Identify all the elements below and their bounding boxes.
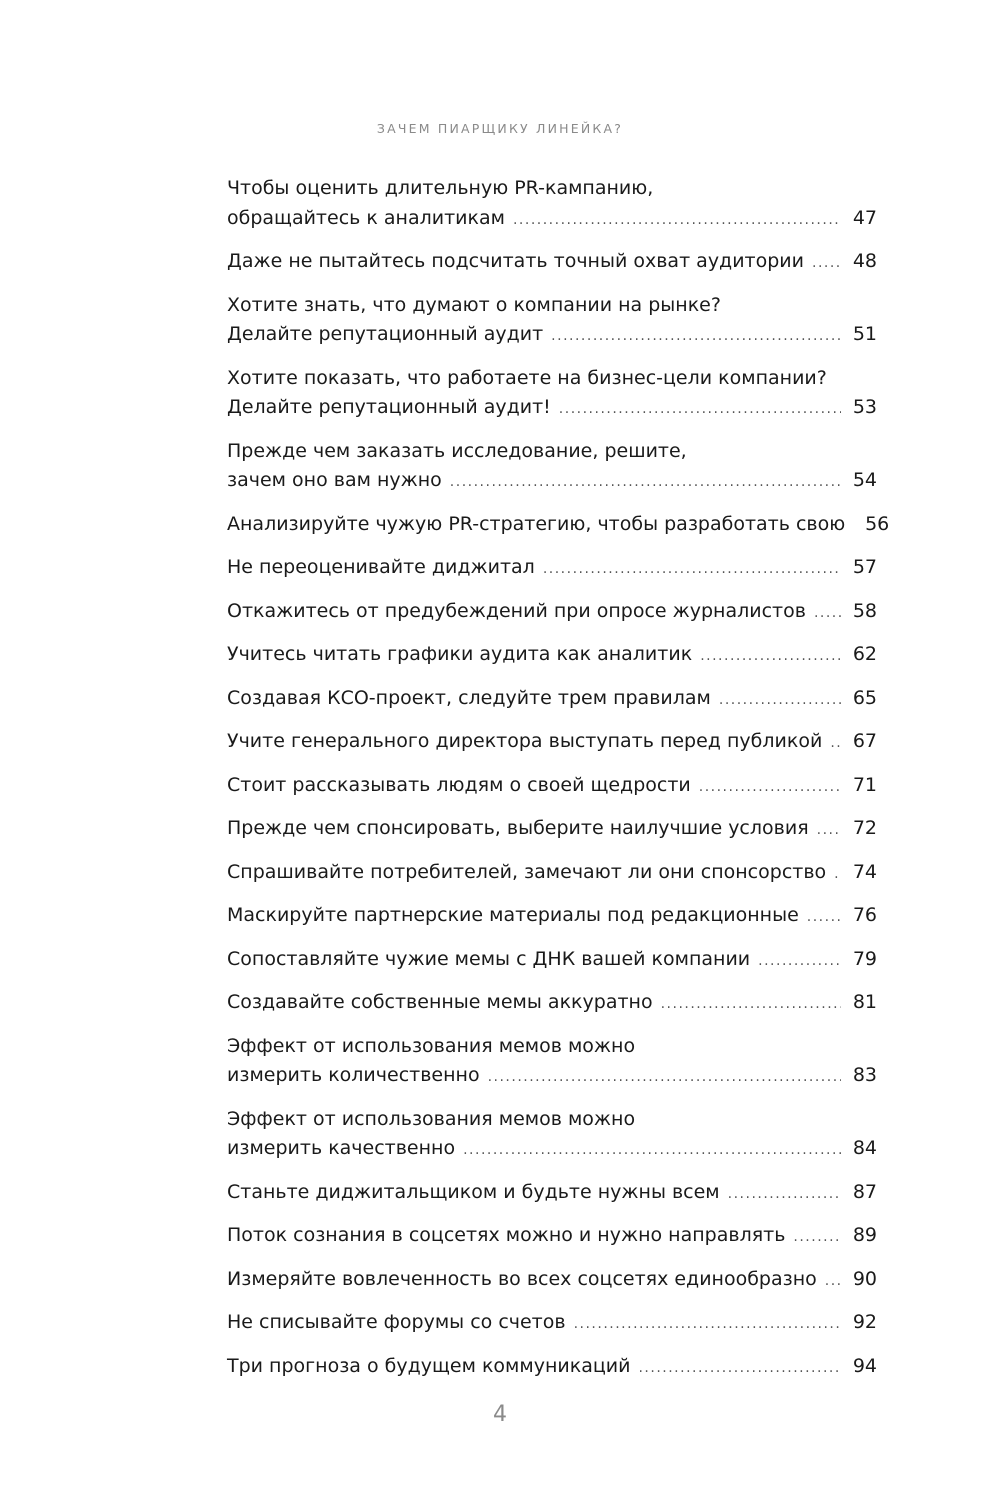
- toc-entry[interactable]: [227, 858, 877, 890]
- toc-entry[interactable]: [227, 597, 877, 629]
- toc-entry-line: [227, 553, 877, 585]
- toc-entry-line: [227, 466, 877, 498]
- toc-entry-title: обращайтесь к аналитикам: [227, 206, 505, 229]
- toc-entry[interactable]: [227, 1105, 877, 1166]
- toc-entry-line: [227, 1178, 877, 1210]
- toc-entry-page: 58: [852, 599, 877, 622]
- dot-leader: [559, 395, 841, 425]
- toc-entry-title: Делайте репутационный аудит: [227, 323, 544, 345]
- toc-entry-title: Станьте диджитальщиком и будьте нужны всем: [227, 1180, 720, 1203]
- dot-leader: [574, 1310, 841, 1340]
- toc-entry-title: Хотите показать, что работаете на бизнес-цели компании?: [227, 366, 827, 389]
- toc-entry-page: 71: [852, 773, 877, 796]
- toc-entry-line: [227, 510, 890, 542]
- dot-leader: [463, 1136, 841, 1166]
- dot-leader: [488, 1063, 841, 1093]
- dot-leader: [814, 599, 841, 629]
- toc-entry[interactable]: [227, 1352, 877, 1384]
- toc-entry-page: 87: [852, 1180, 877, 1203]
- toc-entry-page: 57: [852, 556, 877, 578]
- toc-entry-title: Эффект от использования мемов можно: [227, 1034, 636, 1057]
- dot-leader: [834, 860, 841, 890]
- toc-entry-title: Учитесь читать графики аудита как аналитик: [227, 643, 693, 665]
- toc-entry-line: [227, 437, 877, 467]
- toc-entry-title: Три прогноза о будущем коммуникаций: [227, 1354, 631, 1377]
- toc-entry-title: Стоит рассказывать людям о своей щедрости: [227, 773, 691, 796]
- toc-entry-line: [227, 1032, 877, 1062]
- toc-entry-line: [227, 945, 877, 977]
- dot-leader: [661, 990, 841, 1020]
- toc-entry-line: [227, 814, 877, 846]
- toc-entry-title: Маскируйте партнерские материалы под редакционные: [227, 904, 799, 926]
- dot-leader: [513, 206, 841, 236]
- page-number: 4: [493, 1402, 507, 1427]
- dot-leader: [719, 686, 841, 716]
- toc-entry-line: [227, 1221, 877, 1253]
- toc-entry-page: 56: [865, 512, 890, 535]
- toc-entry[interactable]: [227, 553, 877, 585]
- toc-entry[interactable]: [227, 1265, 877, 1297]
- toc-entry[interactable]: [227, 901, 877, 933]
- dot-leader: [807, 903, 841, 933]
- toc-entry[interactable]: [227, 1178, 877, 1210]
- toc-entry[interactable]: [227, 364, 877, 425]
- toc-entry-title: Создавайте собственные мемы аккуратно: [227, 991, 653, 1013]
- toc-entry-line: [227, 727, 877, 759]
- toc-entry-page: 81: [852, 991, 877, 1013]
- toc-entry-line: [227, 1134, 877, 1166]
- toc-entry[interactable]: [227, 174, 877, 235]
- toc-entry-page: 67: [852, 730, 877, 752]
- toc-entry-title: Анализируйте чужую PR-стратегию, чтобы разработать свою: [227, 512, 846, 535]
- toc-entry-line: [227, 901, 877, 933]
- toc-entry-page: 89: [852, 1224, 877, 1246]
- toc-entry-page: 79: [852, 947, 877, 970]
- toc-entry-title: Учите генерального директора выступать перед публикой: [227, 730, 823, 752]
- dot-leader: [450, 468, 841, 498]
- toc-entry[interactable]: [227, 1032, 877, 1093]
- toc-entry-title: Измеряйте вовлеченность во всех соцсетях единообразно: [227, 1267, 817, 1290]
- toc-entry-line: [227, 1061, 877, 1093]
- dot-leader: [638, 1354, 841, 1384]
- toc-entry-line: [227, 174, 877, 204]
- toc-entry[interactable]: [227, 1308, 877, 1340]
- toc-entry[interactable]: [227, 640, 877, 672]
- toc-entry[interactable]: [227, 945, 877, 977]
- toc-entry-line: [227, 393, 877, 425]
- toc-entry[interactable]: [227, 247, 877, 279]
- toc-entry-title: зачем оно вам нужно: [227, 469, 442, 491]
- toc-entry-title: Спрашивайте потребителей, замечают ли они спонсорство: [227, 860, 827, 883]
- toc-entry-title: Создавая КСО-проект, следуйте трем правилам: [227, 686, 711, 709]
- toc-entry-line: [227, 1352, 877, 1384]
- toc-entry-title: Делайте репутационный аудит!: [227, 396, 551, 418]
- toc-entry-page: 83: [852, 1064, 877, 1086]
- toc-entry-line: [227, 320, 877, 352]
- toc-entry-page: 48: [852, 250, 877, 272]
- toc-entry-title: измерить качественно: [227, 1137, 456, 1159]
- toc-entry-title: Хотите знать, что думают о компании на рынке?: [227, 293, 721, 316]
- toc-entry-line: [227, 597, 877, 629]
- toc-entry-page: 90: [852, 1267, 877, 1290]
- running-head: ЗАЧЕМ ПИАРЩИКУ ЛИНЕЙКА?: [376, 121, 624, 136]
- toc-entry-title: Не списывайте форумы со счетов: [227, 1311, 566, 1333]
- toc-entry-line: [227, 684, 877, 716]
- toc-entry[interactable]: [227, 1221, 877, 1253]
- toc-entry-page: 54: [852, 469, 877, 491]
- dot-leader: [700, 642, 841, 672]
- toc-entry[interactable]: [227, 510, 890, 542]
- toc-entry[interactable]: [227, 291, 877, 352]
- toc-entry[interactable]: [227, 988, 877, 1020]
- toc-entry-page: 74: [852, 860, 877, 883]
- dot-leader: [830, 729, 841, 759]
- toc-entry-page: 47: [852, 206, 877, 229]
- toc-entry[interactable]: [227, 684, 877, 716]
- toc-entry-line: [227, 204, 877, 236]
- toc-entry-line: [227, 1308, 877, 1340]
- toc-entry-title: Не переоценивайте диджитал: [227, 556, 535, 578]
- dot-leader: [543, 555, 841, 585]
- dot-leader: [817, 816, 841, 846]
- toc-entry-line: [227, 771, 877, 803]
- toc-entry-title: измерить количественно: [227, 1064, 480, 1086]
- toc-entry-title: Даже не пытайтесь подсчитать точный охват аудитории: [227, 250, 804, 272]
- toc-entry-title: Откажитесь от предубеждений при опросе журналистов: [227, 599, 806, 622]
- toc-entry-page: 94: [852, 1354, 877, 1377]
- toc-entry[interactable]: [227, 814, 877, 846]
- toc-entry-page: 72: [852, 817, 877, 839]
- toc-entry-line: [227, 1265, 877, 1297]
- toc-entry-title: Чтобы оценить длительную PR-кампанию,: [227, 177, 654, 199]
- toc-entry-title: Сопоставляйте чужие мемы с ДНК вашей компании: [227, 947, 751, 970]
- toc-entry-page: 51: [852, 323, 877, 345]
- toc-entry-page: 92: [852, 1311, 877, 1333]
- toc-entry[interactable]: [227, 437, 877, 498]
- toc-entry-line: [227, 1105, 877, 1135]
- toc-entry[interactable]: [227, 771, 877, 803]
- dot-leader: [793, 1223, 841, 1253]
- dot-leader: [551, 322, 841, 352]
- toc-entry-line: [227, 364, 877, 394]
- dot-leader: [699, 773, 841, 803]
- toc-entry-line: [227, 858, 877, 890]
- dot-leader: [758, 947, 841, 977]
- table-of-contents: [227, 174, 890, 1395]
- toc-entry-title: Эффект от использования мемов можно: [227, 1107, 636, 1130]
- toc-entry[interactable]: [227, 727, 877, 759]
- toc-entry-line: [227, 640, 877, 672]
- dot-leader: [812, 249, 841, 279]
- toc-entry-title: Прежде чем спонсировать, выберите наилучшие условия: [227, 817, 809, 839]
- dot-leader: [825, 1267, 841, 1297]
- toc-entry-title: Поток сознания в соцсетях можно и нужно направлять: [227, 1224, 786, 1246]
- toc-entry-page: 65: [852, 686, 877, 709]
- toc-entry-title: Прежде чем заказать исследование, решите,: [227, 439, 687, 462]
- toc-entry-page: 62: [852, 643, 877, 665]
- toc-entry-page: 84: [852, 1137, 877, 1159]
- toc-entry-page: 53: [852, 396, 877, 418]
- toc-entry-line: [227, 291, 877, 321]
- toc-entry-line: [227, 988, 877, 1020]
- toc-entry-line: [227, 247, 877, 279]
- dot-leader: [728, 1180, 841, 1210]
- toc-entry-page: 76: [852, 904, 877, 926]
